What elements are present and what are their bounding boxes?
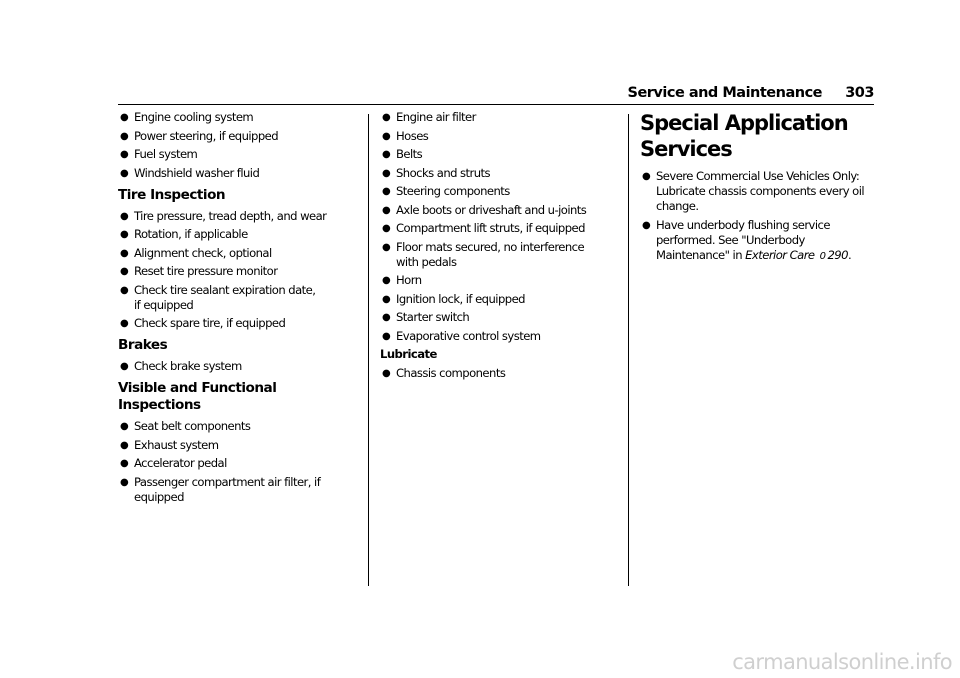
list-item: ● Hoses [382,128,429,143]
inspection-list [118,110,346,181]
bullet-icon: ● [382,293,391,305]
brakes-list [118,359,346,374]
list-item: ● Seat belt components [120,419,251,433]
column-3 [640,110,876,267]
bullet-icon: ● [382,330,391,342]
list-item: ● Floor mats secured, no interference with pedals [382,239,585,269]
bullet-icon: ● [120,210,129,222]
bullet-icon: ● [382,241,391,253]
section-title: Service and Maintenance [627,85,822,101]
list-item: ● Shocks and struts [382,165,491,180]
list-item: ● Check tire sealant expiration date, if equipped [120,282,316,312]
list-item: ● Engine air filter [382,110,476,124]
column-1 [118,110,346,508]
inspection-list-continued [380,110,608,344]
lubricate-heading: Lubricate [380,347,437,361]
bullet-icon: ● [382,312,391,323]
list-item: ● Check spare tire, if equipped [120,316,286,330]
list-item: ● Compartment lift struts, if equipped [382,221,585,235]
list-item: ● Power steering, if equipped [120,128,279,143]
list-item: ● Chassis components [382,366,506,380]
list-item: ● Check brake system [120,359,242,373]
bullet-icon: ● [120,421,129,432]
list-item: ● Axle boots or driveshaft and u-joints [382,202,587,217]
list-item: ● Tire pressure, tread depth, and wear [120,208,327,223]
list-item: ● Reset tire pressure monitor [120,264,278,278]
cross-reference-link[interactable]: Exterior Care 0 290 [745,247,848,262]
list-item: ● Exhaust system [120,437,219,452]
special-application-list [640,169,876,264]
list-item: ● Windshield washer fluid [120,165,260,180]
brakes-heading: Brakes [118,337,168,353]
bullet-icon: ● [382,368,391,379]
bullet-icon: ● [120,439,129,451]
list-item: ● Rotation, if applicable [120,227,248,241]
bullet-icon: ● [382,167,391,179]
bullet-icon: ● [120,318,129,329]
list-item: ● Evaporative control system [382,328,541,343]
list-item: ● Fuel system [120,147,198,161]
bullet-icon: ● [382,186,391,197]
visible-functional-heading: Visible and Functional Inspections [118,380,277,413]
bullet-icon: ● [382,275,391,286]
list-item: ● Alignment check, optional [120,245,272,260]
bullet-icon: ● [120,476,129,488]
list-item: ● Have underbody flushing service performed. See "Underbody Maintenance" in Exterior Care 0 290. [642,217,852,262]
bullet-icon: ● [120,247,129,259]
bullet-icon: ● [120,458,129,469]
column-2 [380,110,608,385]
bullet-icon: ● [120,112,129,123]
bullet-icon: ● [120,130,129,142]
column-divider [368,114,369,586]
page-reference-icon: 0 [819,250,826,262]
bullet-icon: ● [382,204,391,216]
bullet-icon: ● [120,266,129,277]
list-item: ● Steering components [382,184,510,198]
watermark-logo: carmanualsonline.info [732,650,952,674]
column-divider [628,114,629,586]
bullet-icon: ● [382,223,391,234]
list-item: ● Belts [382,147,423,161]
list-item: ● Passenger compartment air filter, if equipped [120,474,321,504]
bullet-icon: ● [382,130,391,142]
bullet-icon: ● [120,284,129,296]
page-number: 303 [845,85,874,101]
bullet-icon: ● [120,167,129,179]
bullet-icon: ● [120,149,129,160]
page-header [118,84,874,105]
bullet-icon: ● [642,219,651,231]
bullet-icon: ● [120,229,129,240]
bullet-icon: ● [382,149,391,160]
list-item: ● Engine cooling system [120,110,254,124]
bullet-icon: ● [642,171,651,182]
list-item: ● Ignition lock, if equipped [382,291,525,306]
special-application-heading: Special Application Services [640,111,848,161]
list-item: ● Accelerator pedal [120,456,227,470]
bullet-icon: ● [382,112,391,123]
list-item: ● Starter switch [382,310,470,324]
tire-inspection-heading: Tire Inspection [118,186,226,203]
list-item: ● Severe Commercial Use Vehicles Only: Lubricate chassis components every oil change. [642,169,865,213]
bullet-icon: ● [120,361,129,372]
list-item: ● Horn [382,273,422,287]
tire-inspection-list [118,209,346,332]
lubricate-list [380,366,608,381]
visible-functional-list [118,419,346,505]
